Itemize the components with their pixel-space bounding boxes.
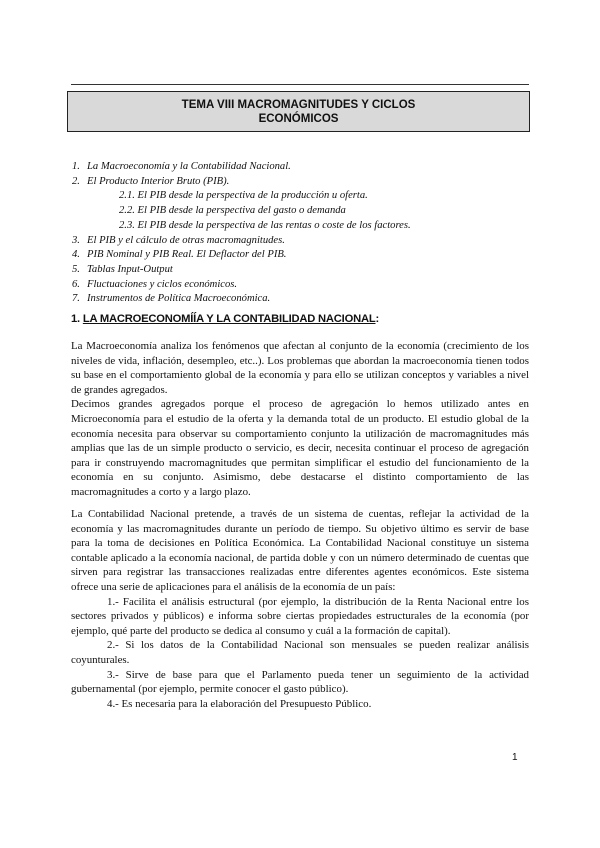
toc-text: El PIB y el cálculo de otras macromagnitudes.	[87, 234, 285, 246]
section-colon: :	[375, 313, 380, 325]
toc-item	[72, 234, 532, 249]
list-paragraph: 4.- Es necesaria para la elaboración del Presupuesto Público.	[107, 697, 372, 710]
table-of-contents	[72, 160, 532, 307]
title-line-1: TEMA VIII MACROMAGNITUDES Y CICLOS	[181, 99, 416, 111]
section-title: LA MACROECONOMÍÍA Y LA CONTABILIDAD NACIONAL	[82, 313, 376, 325]
list-paragraph: 2.- Si los datos de la Contabilidad Nacional son mensuales se pueden realizar análisis coyunturales.	[71, 639, 529, 666]
toc-text: El Producto Interior Bruto (PIB).	[87, 175, 230, 187]
toc-subitem	[72, 204, 532, 219]
toc-text: 2.1. El PIB desde la perspectiva de la producción u oferta.	[119, 190, 368, 202]
list-paragraph: 1.- Facilita el análisis estructural (por ejemplo, la distribución de la Renta Nacional entre los sectores privados y públicos) e informa sobre ciertas propiedades estructurales de la economía (por ejemplo, qué parte del producto se dedica al consumo y cuál a la formación de capital).	[71, 595, 529, 637]
paragraph: La Contabilidad Nacional pretende, a través de un sistema de cuentas, reflejar la actividad de la economía y las macromagnitudes durante un período de tiempo. Su objetivo último es servir de base para la toma de decisiones en Política Económica. La Contabilidad Nacional constituye un sistema contable aplicado a la economía nacional, de partida doble y con un número determinado de cuentas que sirven para registrar las transacciones realizadas entre diferentes agentes económicos. Este sistema ofrece una serie de aplicaciones para el análisis de la economía de un país:	[71, 508, 529, 593]
toc-text: 2.3. El PIB desde la perspectiva de las rentas o coste de los factores.	[119, 219, 411, 231]
toc-item	[72, 263, 532, 278]
title-box	[67, 91, 530, 132]
toc-num: 6.	[72, 278, 80, 290]
toc-text: Instrumentos de Política Macroeconómica.	[87, 293, 271, 305]
section-heading	[71, 313, 379, 325]
toc-item	[72, 248, 532, 263]
toc-num: 7.	[72, 293, 80, 305]
paragraph: La Macroeconomía analiza los fenómenos que afectan al conjunto de la economía (crecimiento de los niveles de vida, inflación, desempleo, etc..). Los problemas que abordan la macroeconomía tienen todos su base en el comportamiento global de la economía y para ello se utilizan conceptos y variables a nivel de grandes agregados.	[71, 340, 529, 396]
paragraph: Decimos grandes agregados porque el proceso de agregación lo hemos utilizado antes en Microeconomía para el estudio de la oferta y la demanda total de un producto. El estudio global de la economía necesita para observar su comportamiento conjunto la utilización de macromagnitudes más amplias que las de un simple producto o servicio, es decir, necesita continuar el proceso de agregación para ir construyendo macromagnitudes que permitan simplificar el estudio del funcionamiento de la economía en su conjunto. Asimismo, debe destacarse el distinto comportamiento de las macromagnitudes a corto y a largo plazo.	[71, 398, 529, 498]
list-paragraph: 3.- Sirve de base para que el Parlamento pueda tener un seguimiento de la actividad gubernamental (por ejemplo, permite conocer el gasto público).	[71, 668, 529, 696]
title-line-2: ECONÓMICOS	[258, 113, 339, 125]
intro-block	[71, 339, 529, 500]
toc-item	[72, 278, 532, 293]
toc-subitem	[72, 189, 532, 204]
section-number: 1.	[71, 313, 80, 325]
page-number: 1	[512, 752, 518, 763]
toc-text: PIB Nominal y PIB Real. El Deflactor del PIB.	[87, 249, 287, 261]
toc-item	[72, 175, 532, 190]
toc-text: Fluctuaciones y ciclos económicos.	[87, 278, 238, 290]
toc-num: 5.	[72, 263, 80, 275]
toc-num: 3.	[72, 234, 80, 246]
toc-text: La Macroeconomía y la Contabilidad Nacional.	[87, 161, 291, 172]
toc-num: 4.	[72, 249, 80, 261]
toc-num: 2.	[72, 175, 80, 187]
toc-item	[72, 160, 532, 175]
top-rule	[71, 84, 529, 85]
toc-subitem	[72, 219, 532, 234]
toc-num: 1.	[72, 161, 80, 172]
toc-text: 2.2. El PIB desde la perspectiva del gasto o demanda	[119, 205, 346, 217]
toc-text: Tablas Input-Output	[87, 263, 173, 275]
toc-item	[72, 292, 532, 307]
contabilidad-block	[71, 507, 529, 711]
